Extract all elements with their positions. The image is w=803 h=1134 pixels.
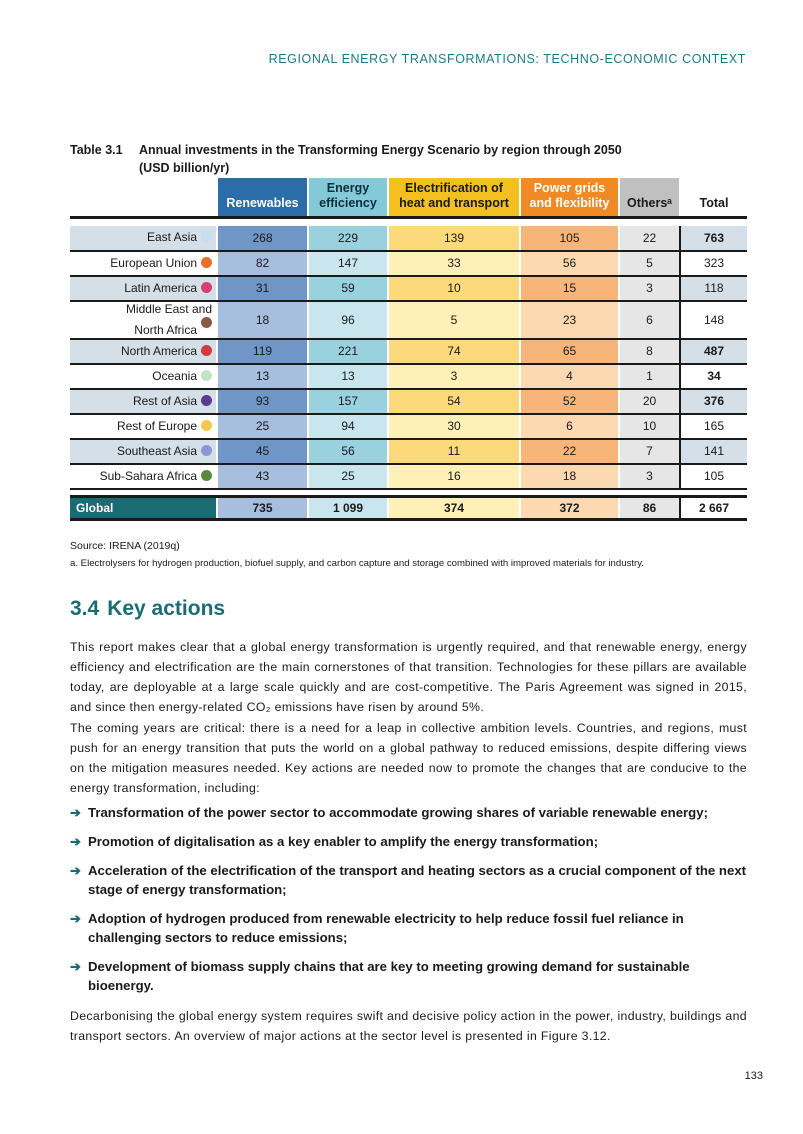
region-color-dot: [201, 395, 212, 406]
electrification-cell: 11: [388, 439, 520, 464]
region-cell: Southeast Asia: [70, 439, 217, 464]
table-source: Source: IRENA (2019q): [70, 540, 180, 552]
efficiency-cell: 96: [308, 301, 388, 339]
section-number: 3.4: [70, 597, 100, 620]
section-title: Key actions: [107, 597, 226, 620]
arrow-icon: ➔: [70, 911, 82, 926]
electrification-cell: 33: [388, 251, 520, 276]
others-cell: 6: [619, 301, 680, 339]
others-cell: 3: [619, 464, 680, 489]
paragraph: The coming years are critical: there is a need for a leap in collective ambition levels. Countries, and regions, must push for an energy transition that puts the world on a global pathway to reduced emissions, despite differing views on the mitigation measures needed. Key actions are needed now to promote the changes that are conducive to the energy transformation, including:: [70, 721, 747, 795]
grids-cell: 65: [520, 339, 619, 364]
investment-table: [70, 178, 747, 521]
efficiency-cell: 221: [308, 339, 388, 364]
total-cell: 148: [680, 301, 747, 339]
region-cell: Sub-Sahara Africa: [70, 464, 217, 489]
header-total: Total: [680, 178, 747, 218]
renewables-cell: 18: [217, 301, 308, 339]
header-electrification: Electrification of heat and transport: [388, 178, 520, 218]
region-cell: Latin America: [70, 276, 217, 301]
table-row: [70, 414, 747, 439]
region-cell: Rest of Asia: [70, 389, 217, 414]
efficiency-cell: 157: [308, 389, 388, 414]
others-cell: 5: [619, 251, 680, 276]
paragraph: This report makes clear that a global energy transformation is urgently required, and that renewable energy, energy efficiency and electrification are the main cornerstones of that transition. Technologies for these pillars are available today, are deployable at a large scale quickly and are cost-competitive. The Paris Agreement was signed in 2015, and since then energy-related CO₂ emissions have risen by around 5%.: [70, 640, 747, 714]
table-unit: (USD billion/yr): [139, 161, 230, 175]
electrification-cell: 5: [388, 301, 520, 339]
efficiency-cell: 25: [308, 464, 388, 489]
list-item: ➔ Acceleration of the electrification of the transport and heating sectors as a crucial component of the next stage of energy transformation;: [70, 863, 747, 897]
page-number: 133: [744, 1070, 763, 1082]
list-item: ➔ Transformation of the power sector to accommodate growing shares of variable renewable energy;: [70, 805, 708, 820]
grids-cell: 23: [520, 301, 619, 339]
table-row: [70, 276, 747, 301]
region-color-dot: [201, 282, 212, 293]
section-heading: [70, 597, 225, 621]
region-cell: Oceania: [70, 364, 217, 389]
region-color-dot: [201, 345, 212, 356]
others-cell: 1: [619, 364, 680, 389]
table-row: [70, 226, 747, 251]
region-cell: European Union: [70, 251, 217, 276]
table-header-row: [70, 178, 747, 218]
paragraph: Decarbonising the global energy system requires swift and decisive policy action in the power, industry, buildings and transport sectors. An overview of major actions at the sector level is presented in Figure 3.12.: [70, 1009, 747, 1043]
table-footnote: a. Electrolysers for hydrogen production, biofuel supply, and carbon capture and storage combined with improved materials for industry.: [70, 558, 644, 569]
total-cell: 2 667: [680, 497, 747, 520]
table-row: [70, 301, 747, 339]
renewables-cell: 43: [217, 464, 308, 489]
table-row: [70, 389, 747, 414]
others-cell: 8: [619, 339, 680, 364]
efficiency-cell: 94: [308, 414, 388, 439]
electrification-cell: 139: [388, 226, 520, 251]
region-cell: Middle East and North Africa: [70, 301, 217, 339]
header-others: Othersᵃ: [619, 178, 680, 218]
arrow-icon: ➔: [70, 834, 82, 849]
electrification-cell: 74: [388, 339, 520, 364]
grids-cell: 6: [520, 414, 619, 439]
others-cell: 22: [619, 226, 680, 251]
total-cell: 763: [680, 226, 747, 251]
global-total-row: [70, 497, 747, 520]
key-actions-list: [70, 803, 747, 1005]
others-cell: 86: [619, 497, 680, 520]
region-color-dot: [201, 257, 212, 268]
renewables-cell: 93: [217, 389, 308, 414]
region-cell: Global: [70, 497, 217, 520]
efficiency-cell: 59: [308, 276, 388, 301]
grids-cell: 15: [520, 276, 619, 301]
table-row: [70, 364, 747, 389]
table-row: [70, 464, 747, 489]
electrification-cell: 30: [388, 414, 520, 439]
table-row: [70, 439, 747, 464]
region-cell: Rest of Europe: [70, 414, 217, 439]
total-cell: 487: [680, 339, 747, 364]
header-power-grids: Power grids and flexibility: [520, 178, 619, 218]
table-row: [70, 251, 747, 276]
region-color-dot: [201, 317, 212, 328]
grids-cell: 22: [520, 439, 619, 464]
running-head: REGIONAL ENERGY TRANSFORMATIONS: TECHNO-ECONOMIC CONTEXT: [268, 52, 746, 66]
renewables-cell: 31: [217, 276, 308, 301]
renewables-cell: 13: [217, 364, 308, 389]
efficiency-cell: 56: [308, 439, 388, 464]
table-caption: [70, 141, 750, 177]
region-color-dot: [201, 420, 212, 431]
efficiency-cell: 13: [308, 364, 388, 389]
efficiency-cell: 147: [308, 251, 388, 276]
electrification-cell: 16: [388, 464, 520, 489]
renewables-cell: 25: [217, 414, 308, 439]
region-color-dot: [201, 231, 212, 242]
grids-cell: 52: [520, 389, 619, 414]
electrification-cell: 54: [388, 389, 520, 414]
others-cell: 7: [619, 439, 680, 464]
total-cell: 323: [680, 251, 747, 276]
total-cell: 165: [680, 414, 747, 439]
header-rule: [70, 218, 747, 226]
arrow-icon: ➔: [70, 863, 82, 878]
list-item: ➔ Adoption of hydrogen produced from renewable electricity to help reduce fossil fuel reliance in challenging sectors to reduce emissions;: [70, 911, 684, 945]
total-cell: 105: [680, 464, 747, 489]
region-cell: North America: [70, 339, 217, 364]
arrow-icon: ➔: [70, 959, 82, 974]
header-region: [70, 178, 217, 218]
efficiency-cell: 229: [308, 226, 388, 251]
table-title: Annual investments in the Transforming Energy Scenario by region through 2050: [139, 143, 622, 157]
electrification-cell: 3: [388, 364, 520, 389]
total-cell: 118: [680, 276, 747, 301]
list-item: ➔ Development of biomass supply chains that are key to meeting growing demand for sustainable bioenergy.: [70, 959, 690, 993]
grids-cell: 105: [520, 226, 619, 251]
table-row: [70, 339, 747, 364]
total-cell: 376: [680, 389, 747, 414]
renewables-cell: 119: [217, 339, 308, 364]
grids-cell: 56: [520, 251, 619, 276]
header-energy-efficiency: Energy efficiency: [308, 178, 388, 218]
header-renewables: Renewables: [217, 178, 308, 218]
total-cell: 141: [680, 439, 747, 464]
renewables-cell: 268: [217, 226, 308, 251]
region-cell: East Asia: [70, 226, 217, 251]
table-number: Table 3.1: [70, 143, 123, 157]
arrow-icon: ➔: [70, 805, 82, 820]
renewables-cell: 735: [217, 497, 308, 520]
electrification-cell: 374: [388, 497, 520, 520]
renewables-cell: 82: [217, 251, 308, 276]
list-item: ➔ Promotion of digitalisation as a key enabler to amplify the energy transformation;: [70, 834, 599, 849]
efficiency-cell: 1 099: [308, 497, 388, 520]
others-cell: 20: [619, 389, 680, 414]
others-cell: 3: [619, 276, 680, 301]
region-color-dot: [201, 470, 212, 481]
region-color-dot: [201, 370, 212, 381]
renewables-cell: 45: [217, 439, 308, 464]
electrification-cell: 10: [388, 276, 520, 301]
grids-cell: 372: [520, 497, 619, 520]
grids-cell: 18: [520, 464, 619, 489]
others-cell: 10: [619, 414, 680, 439]
table-spacer: [70, 489, 747, 497]
region-color-dot: [201, 445, 212, 456]
total-cell: 34: [680, 364, 747, 389]
grids-cell: 4: [520, 364, 619, 389]
